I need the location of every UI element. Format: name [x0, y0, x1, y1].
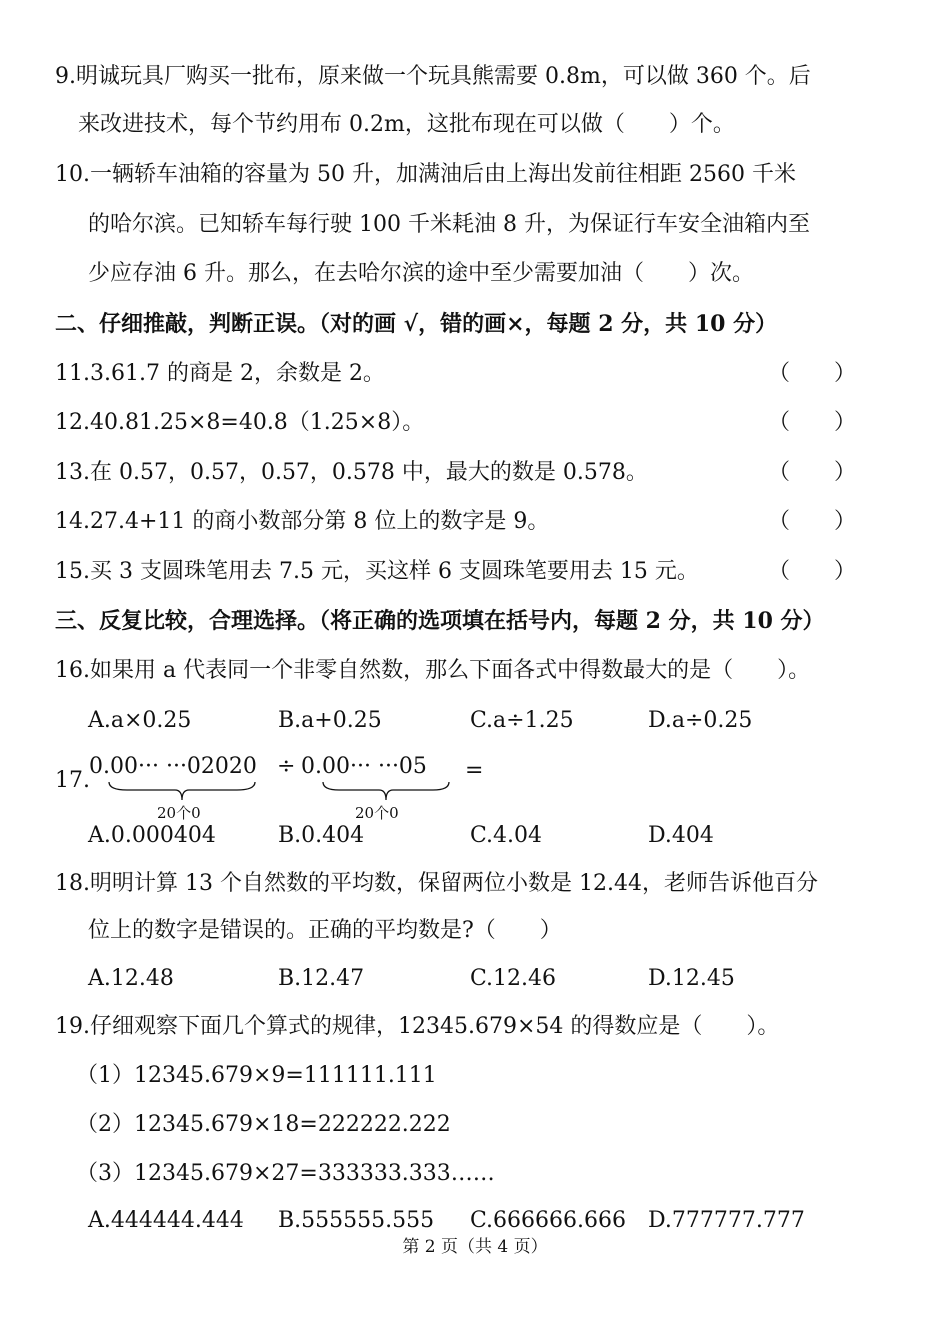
- answer-paren[interactable]: （ ）: [768, 509, 857, 534]
- zero-count-label: 20个0: [157, 804, 201, 822]
- option-c[interactable]: C.a÷1.25: [470, 708, 574, 733]
- option-c[interactable]: C.666666.666: [470, 1208, 627, 1233]
- question-17-expression: [55, 752, 655, 822]
- option-d[interactable]: D.12.45: [648, 966, 735, 991]
- divisor: 0.00··· ···05: [301, 754, 427, 779]
- answer-paren[interactable]: （ ）: [768, 460, 857, 485]
- underbrace-icon: [107, 780, 257, 804]
- answer-paren[interactable]: （ ）: [768, 361, 857, 386]
- equals-sign: =: [465, 758, 484, 783]
- zero-count-label: 20个0: [355, 804, 399, 822]
- answer-paren[interactable]: （ ）: [768, 559, 857, 584]
- option-d[interactable]: D.777777.777: [648, 1208, 805, 1233]
- option-a[interactable]: A.12.48: [88, 966, 174, 991]
- option-a[interactable]: A.444444.444: [88, 1208, 244, 1233]
- answer-paren[interactable]: （ ）: [768, 410, 857, 435]
- option-c[interactable]: C.12.46: [470, 966, 557, 991]
- page-footer: 第 2 页（共 4 页）: [402, 1237, 548, 1257]
- option-b[interactable]: B.a+0.25: [278, 708, 382, 733]
- option-d[interactable]: D.404: [648, 823, 714, 848]
- option-b[interactable]: B.0.404: [278, 823, 365, 848]
- dividend: 0.00··· ···02020: [89, 754, 257, 779]
- question-17-number: 17.: [55, 768, 90, 793]
- option-b[interactable]: B.12.47: [278, 966, 365, 991]
- option-c[interactable]: C.4.04: [470, 823, 543, 848]
- exam-page: 9.明诚玩具厂购买一批布，原来做一个玩具熊需要 0.8m，可以做 360 个。后 来改进技术，每个节约用布 0.2m，这批布现在可以做（ ）个。 10.一辆轿车油箱的容量为 50 升，加满油后由上海出发前往相距 2560 千米 的哈尔滨。已知轿车每行驶 100 千米耗油 8 升，为保证行车安全油箱内至 少应存油 6 升。那么，在去哈尔滨的途中至少需要加油（ ）次。 二、仔细推敲，判断正误。（对的画 √，错的画×，每题 2 分，共 10 分） 11.3.61.7 的商是 2，余数是 2。 （ ） 12.40.81.25×8=40.8（1.25×8）。 （ ） 13.在 0.57，0.57，0.57，0.578 中，最大的数是 0.578。 （ ） 14.27.4+11 的商小数部分第 8 位上的数字是 9。 （ ） 15.买 3 支圆珠笔用去 7.5 元，买这样 6 支圆珠笔要用去 15 元。 （ ） 三、反复比较，合理选择。（将正确的选项填在括号内，每题 2 分，共 10 分） 16.如果用 a 代表同一个非零自然数，那么下面各式中得数最大的是（ ）。 A.a×0.25 B.a+0.25 C.a÷1.25 D.a÷0.25 17. 0.00··· ···02020 20个0 ÷ 0.00··· ···05 20个0 = A.0.000404 B.0.404 C.4.04 D.404 18.明明计算 13 个自然数的平均数，保留两位小数是 12.44，老师告诉他百分 位上的数字是错误的。正确的平均数是?（ ） A.12.48 B.12.47 C.12.46 D.12.45 19.仔细观察下面几个算式的规律，12345.679×54 的得数应是（ ）。 （1）12345.679×9=111111.111 （2）12345.679×18=222222.222 （3）12345.679×27=333333.333…… A.444444.444 B.555555.555 C.666666.666 D.777777.777 第 2 页（共 4 页）: [0, 0, 950, 1344]
- option-b[interactable]: B.555555.555: [278, 1208, 435, 1233]
- option-a[interactable]: A.a×0.25: [88, 708, 192, 733]
- divide-sign: ÷: [277, 754, 296, 779]
- underbrace-icon: [321, 780, 451, 804]
- option-a[interactable]: A.0.000404: [88, 823, 216, 848]
- option-d[interactable]: D.a÷0.25: [648, 708, 753, 733]
